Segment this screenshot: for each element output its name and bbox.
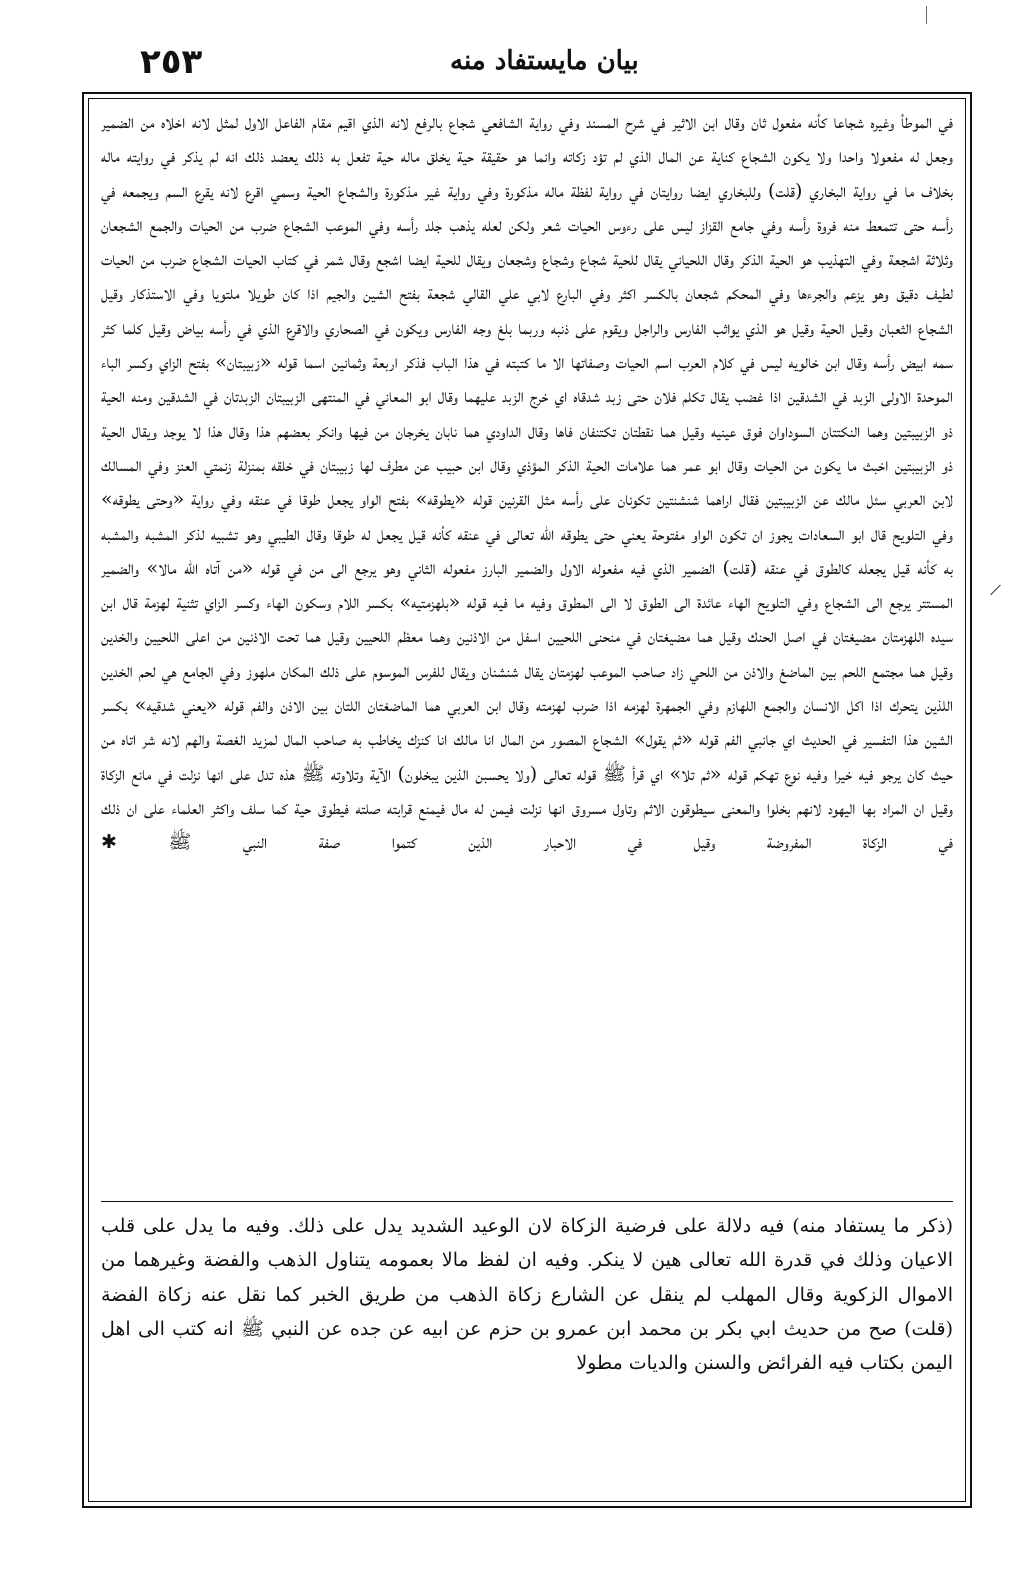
- margin-pen-mark: [990, 585, 1008, 603]
- section-paragraph: (ذكر ما يستفاد منه) فيه دلالة على فرضية الزكاة لان الوعيد الشديد يدل على ذلك. وفيه ما يدل على قلب الاعيان وذلك في قدرة الله تعالى هين لا ينكر. وفيه ان لفظ مالا بعمومه يتناول الذهب والفضة وغيرهما من الاموال الزكوية وقال المهلب لم ينقل عن الشارع زكاة الذهب من طريق الخبر كما نقل عنه زكاة الفضة (قلت) صح من حديث ابي بكر بن محمد ابن عمرو بن حزم عن ابيه عن جده عن النبي ﷺ انه كتب الى اهل اليمن بكتاب فيه الفرائض والسنن والديات مطولا: [101, 1215, 953, 1375]
- page-frame-inner: [88, 98, 966, 1502]
- corner-tick-mark: [926, 6, 927, 24]
- running-title: بيان مايستفاد منه: [450, 46, 639, 76]
- commentary-paragraph: في الموطأ وغيره شجاعا كأنه مفعول ثان وقال ابن الاثير في شرح المسند وفي رواية الشافعي شجاع بالرفع لانه الذي اقيم مقام الفاعل الاول لمثل لانه اخلاه من الضمير وجعل له مفعولا واحدا ولا يكون الشجاع كناية عن المال الذي لم تؤد زكاته وانما هو حقيقة حية يخلق ماله حية تفعل به ذلك يعضد ذلك انه لم يذكر في روايته ماله بخلاف ما في رواية البخاري (قلت) وللبخاري ايضا روايتان في رواية لفظة ماله مذكورة وفي رواية غير مذكورة والشجاع الحية وسمي اقرع لانه يقرع السم ويجمعه في رأسه حتى تتمعط منه فروة رأسه وفي جامع القزاز ليس على رءوس الحيات شعر ولكن لعله يذهب جلد رأسه وفي الموعب الشجاع ضرب من الحيات والجمع الشجعان وثلاثة اشجعة وفي التهذيب هو الحية الذكر وقال اللحياني يقال للحية شجاع وشجاع وشجعان ويقال للحية ايضا اشجع وقال شمر في كتاب الحيات الشجاع ضرب من الحيات لطيف دقيق وهو يزعم والجرءها وفي المحكم شجعان بالكسر اكثر وفي البارع لابي علي القالي شجعة بفتح الشين والجيم اذا كان طويلا ملتويا وفي الاستذكار وقيل الشجاع الثعبان وقيل الحية وقيل هو الذي يواثب الفارس والراجل ويقوم على ذنبه وربما بلغ وجه الفارس ويكون في الصحاري والاقرع الذي في رأسه بياض وقيل كلما كثر سمه ابيض رأسه وقال ابن خالويه ليس في كلام العرب اسم الحيات وصفاتها الا ما كتبته في هذا الباب فذكر اربعة وثمانين اسما قوله «زبيبتان» بفتح الزاي وكسر الباء الموحدة الاولى الزبد في الشدقين اذا غضب يقال تكلم فلان حتى زبد شدقاه اي خرج الزبد عليهما وقال ابو المعاني في المنتهى الزبيبتان الزبدتان في الشدقين ومنه الحية ذو الزبيبتين وهما النكتتان السوداوان فوق عينيه وقيل هما نقطتان تكتنفان فاها وقال الداودي هما نابان يخرجان من فيها وانكر بعضهم هذا وقال هذا لا يوجد ويقال الحية ذو الزبيبتين اخبث ما يكون من الحيات وقال ابو عمر هما علامات الحية الذكر المؤذي وقال ابن حبيب عن مطرف لها زبيبتان في خلقه بمنزلة زنمتي العنز وفي المسالك لابن العربي سئل مالك عن الزبيبتين فقال اراهما شنشنتين تكونان على رأسه مثل القرنين قوله «يطوقه» بفتح الواو يجعل طوقا في عنقه وفي رواية «وحتى يطوقه» وفي التلويح قال ابو السعادات يجوز ان تكون الواو مفتوحة يعني حتى يطوقه الله تعالى في عنقه كأنه قيل يجعل له طوقا وقال الطيبي وهو تشبيه لذكر المشبه والمشبه به كأنه قيل يجعله كالطوق في عنقه (قلت) الضمير الذي فيه مفعوله الاول والضمير البارز مفعوله الثاني وهو يرجع الى من في قوله «من آتاه الله مالا» والضمير المستتر يرجع الى الشجاع وفي التلويح الهاء عائدة الى الطوق لا الى المطوق وفيه ما فيه قوله «بلهزمتيه» بكسر اللام وسكون الهاء وكسر الزاي تثنية لهزمة قال ابن سيده اللهزمتان مضيغتان في اصل الحنك وقيل هما مضيغتان في منحنى اللحيين اسفل من الاذنين وهما معظم اللحيين وقيل هما تحت الاذنين من اعلى اللحيين والخدين وقيل هما مجتمع اللحم بين الماضغ والاذن من اللحي زاد صاحب الموعب لهزمتان يقال شنشنان ويقال للفرس الموسوم على ذلك المكان ملهوز وفي الجامع هي لحم الخدين اللذين يتحرك اذا اكل الانسان والجمع اللهازم وفي الجمهرة لهزمه اذا ضرب لهزمته وقال ابن العربي هما الماضغتان اللتان بين الاذن والفم قوله «يعني شدقيه» بكسر الشين هذا التفسير في الحديث اي جانبي الفم قوله «ثم يقول» الشجاع المصور من المال انا مالك انا كنزك يخاطب به صاحب المال لمزيد الغصة والهم لانه شر اتاه من حيث كان يرجو فيه خيرا وفيه نوع تهكم قوله «ثم تلا» اي قرأ ﷺ قوله تعالى (ولا يحسبن الذين يبخلون) الآية وتلاوته ﷺ هذه تدل على انها نزلت في مانع الزكاة وقيل ان المراد بها اليهود لانهم بخلوا والمعنى سيطوقون الاثم وتاول مسروق انها نزلت فيمن له مال فيمنع قرابته صلته فيطوق حية كما سلف واكثر العلماء على ان ذلك في الزكاة المفروضة وقيل في الاحبار الذين كتموا صفة النبي ﷺ ✱: [101, 111, 953, 854]
- page-frame: [82, 92, 972, 1508]
- page-header: [80, 42, 980, 90]
- section-divider: [101, 1201, 953, 1202]
- text-body: [101, 105, 953, 1497]
- page-number: ٢٥٣: [140, 42, 203, 82]
